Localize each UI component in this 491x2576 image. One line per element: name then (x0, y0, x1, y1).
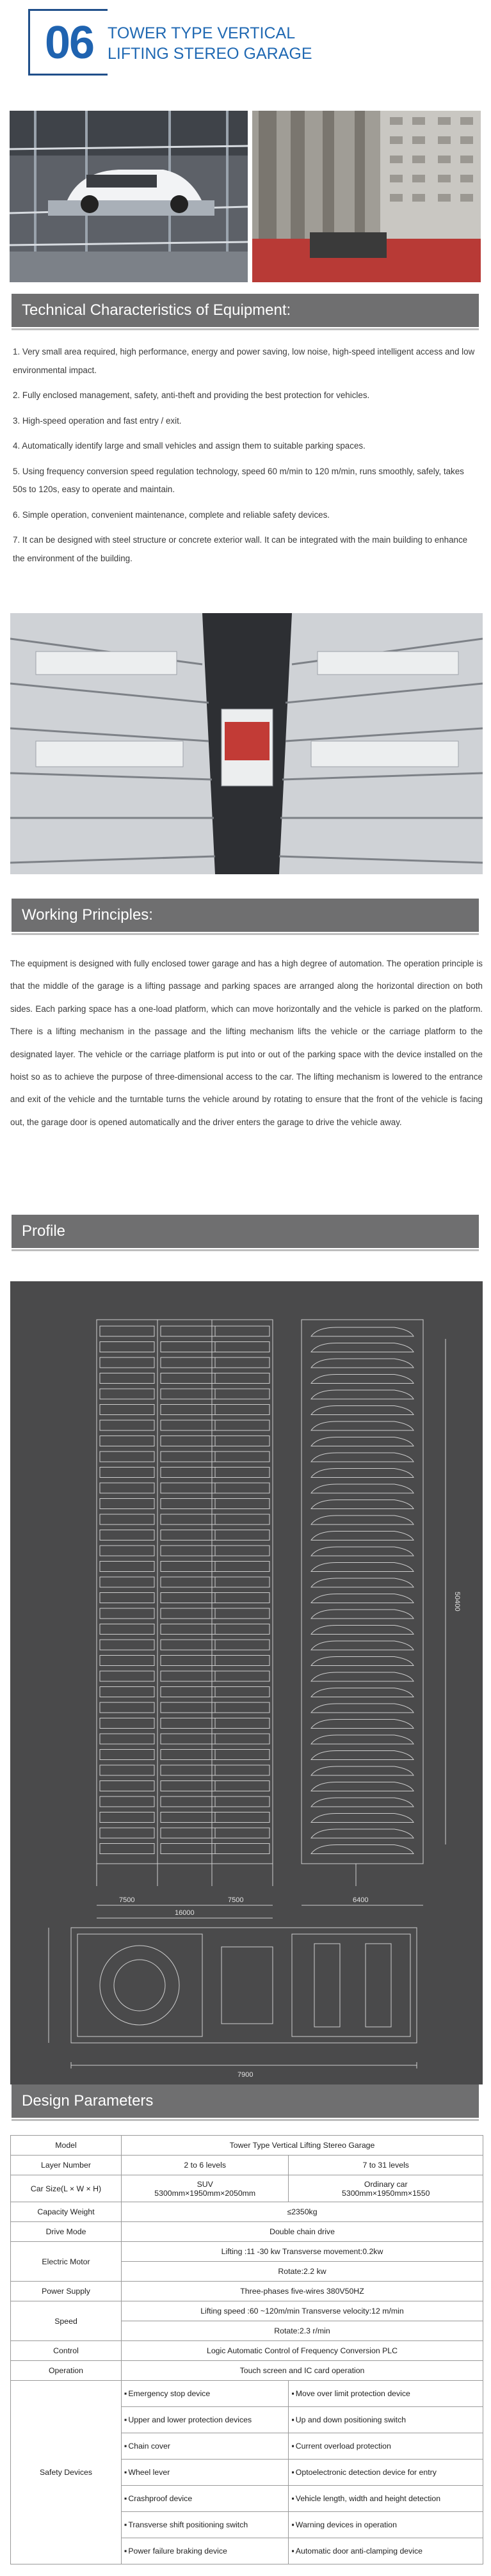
dim-left-total: 16000 (175, 1909, 195, 1917)
parking-slot (215, 1389, 270, 1399)
side-car-outline (311, 1484, 414, 1493)
safety-item: ▪ Optoelectronic detection device for entry (291, 2468, 436, 2477)
table-row (11, 2381, 483, 2407)
table-row (11, 2136, 483, 2156)
table-cell (289, 2460, 483, 2486)
parking-slot (100, 1452, 154, 1462)
table-cell (122, 2538, 289, 2564)
table-cell: Power Supply (11, 2282, 122, 2301)
working-principles-text: The equipment is designed with fully enclosed tower garage and has a high degree of automation. The operation principle is that the middle of the garage is a lifting passage and parking spaces are arranged along the horizontal direction on both sides. Each parking space has a one-load platform, which can move horizontally and the vehicle is parked on the platform. There is a lifting mechanism in the passage and the lifting mechanism lifts the vehicle or the carriage platform to the designated layer. The vehicle or the carriage platform is put into or out of the parking space with the device installed on the hoist so as to achieve the purpose of three-dimensional access to the car. The lifting mechanism is lowered to the entrance and exit of the vehicle and the turntable turns the vehicle around by rotating to ensure that the front of the vehicle is facing out, the garage door is opened automatically and the driver enters the garage to drive the vehicle away. (10, 959, 483, 1127)
parking-slot (100, 1326, 154, 1336)
parking-slot (161, 1342, 215, 1352)
parking-slot (161, 1514, 215, 1524)
table-row (11, 2242, 483, 2262)
table-cell: Touch screen and IC card operation (122, 2361, 483, 2381)
parking-slot (215, 1373, 270, 1384)
parking-slot (215, 1656, 270, 1666)
table-row (11, 2202, 483, 2222)
parking-slot (100, 1514, 154, 1524)
parking-slot (100, 1687, 154, 1697)
parking-slot (100, 1718, 154, 1729)
side-car-outline (311, 1829, 414, 1838)
table-cell (289, 2486, 483, 2512)
table-cell: Capacity Weight (11, 2202, 122, 2222)
parking-slot (161, 1326, 215, 1336)
cell-line: 5300mm×1950mm×1550 (342, 2188, 430, 2198)
parking-slot (161, 1828, 215, 1838)
side-car-outline (311, 1751, 414, 1760)
side-car-outline (311, 1500, 414, 1509)
parking-slot (100, 1812, 154, 1823)
table-cell: Lifting :11 -30 kw Transverse movement:0.2kw (122, 2242, 483, 2262)
side-car-outline (311, 1327, 414, 1336)
parking-slot (215, 1624, 270, 1635)
table-cell: Rotate:2.2 kw (122, 2262, 483, 2282)
design-parameters-table (10, 2135, 483, 2564)
table-cell (122, 2381, 289, 2407)
parking-slot (215, 1608, 270, 1619)
parking-slot (161, 1608, 215, 1619)
table-cell: Lifting speed :60 ~120m/min Transverse velocity:12 m/min (122, 2301, 483, 2321)
parking-slot (100, 1420, 154, 1430)
parking-slot (100, 1405, 154, 1415)
parking-slot (215, 1468, 270, 1478)
parking-slot (215, 1577, 270, 1587)
table-cell: Operation (11, 2361, 122, 2381)
table-cell (122, 2460, 289, 2486)
parking-slot (161, 1357, 215, 1368)
safety-item: ▪ Upper and lower protection devices (124, 2415, 252, 2424)
side-car-outline (311, 1735, 414, 1744)
table-cell (289, 2433, 483, 2460)
parking-slot (161, 1765, 215, 1775)
parking-slot (161, 1750, 215, 1760)
side-car-outline (311, 1626, 414, 1635)
parking-slot (215, 1452, 270, 1462)
side-car-outline (311, 1375, 414, 1384)
table-cell: Safety Devices (11, 2381, 122, 2564)
parking-slot (100, 1389, 154, 1399)
safety-item: ▪ Chain cover (124, 2442, 170, 2451)
side-car-outline (311, 1469, 414, 1478)
table-cell (289, 2381, 483, 2407)
parking-slot (100, 1828, 154, 1838)
parking-slot (161, 1483, 215, 1493)
safety-item: ▪ Current overload protection (291, 2442, 390, 2451)
side-car-outline (311, 1845, 414, 1854)
safety-item: ▪ Crashproof device (124, 2494, 192, 2503)
parking-slot (215, 1671, 270, 1681)
parking-slot (100, 1750, 154, 1760)
parking-slot (161, 1499, 215, 1509)
section-bar-design: Design Parameters (12, 2084, 479, 2118)
side-car-outline (311, 1563, 414, 1572)
side-car-outline (311, 1421, 414, 1430)
parking-slot (100, 1796, 154, 1807)
table-row (11, 2282, 483, 2301)
parking-slot (161, 1687, 215, 1697)
parking-slot (100, 1342, 154, 1352)
table-row (11, 2341, 483, 2361)
safety-item: ▪ Vehicle length, width and height detection (291, 2494, 440, 2503)
safety-item: ▪ Warning devices in operation (291, 2520, 396, 2529)
dim-height: 50400 (453, 1592, 461, 1612)
table-cell: Control (11, 2341, 122, 2361)
table-cell (122, 2407, 289, 2433)
cell-line: SUV (197, 2179, 213, 2189)
side-car-outline (311, 1343, 414, 1352)
dim-plan: 7900 (237, 2071, 254, 2079)
side-car-outline (311, 1720, 414, 1729)
parking-slot (161, 1624, 215, 1635)
table-cell: Drive Mode (11, 2222, 122, 2242)
parking-slot (161, 1562, 215, 1572)
section-number: 06 (45, 17, 94, 68)
side-car-outline (311, 1547, 414, 1556)
technical-point: 4. Automatically identify large and small vehicles and assign them to suitable parking spaces. (13, 441, 366, 451)
side-car-outline (311, 1641, 414, 1650)
table-cell: Tower Type Vertical Lifting Stereo Garage (122, 2136, 483, 2156)
parking-slot (161, 1389, 215, 1399)
parking-slot (215, 1734, 270, 1744)
tower-shaft-photo (10, 613, 483, 874)
table-cell (289, 2538, 483, 2564)
side-car-outline (311, 1390, 414, 1399)
table-cell (122, 2433, 289, 2460)
side-car-outline (311, 1594, 414, 1603)
dim-left-b: 7500 (228, 1896, 244, 1904)
parking-slot (215, 1593, 270, 1603)
safety-item: ▪ Up and down positioning switch (291, 2415, 406, 2424)
table-row (11, 2361, 483, 2381)
parking-slot (100, 1671, 154, 1681)
table-cell (122, 2486, 289, 2512)
parking-slot (100, 1608, 154, 1619)
parking-slot (100, 1624, 154, 1635)
parking-slot (100, 1702, 154, 1713)
parking-slot (161, 1734, 215, 1744)
parking-slot (100, 1765, 154, 1775)
parking-slot (100, 1577, 154, 1587)
dim-left-a: 7500 (119, 1896, 135, 1904)
parking-slot (215, 1765, 270, 1775)
parking-slot (215, 1326, 270, 1336)
parking-slot (215, 1750, 270, 1760)
table-cell: Rotate:2.3 r/min (122, 2321, 483, 2341)
parking-slot (100, 1562, 154, 1572)
parking-slot (215, 1702, 270, 1713)
safety-item: ▪ Automatic door anti-clamping device (291, 2547, 423, 2556)
safety-item: ▪ Move over limit protection device (291, 2389, 410, 2398)
parking-slot (215, 1436, 270, 1446)
parking-slot (215, 1781, 270, 1791)
page-title-line2: LIFTING STEREO GARAGE (108, 45, 312, 63)
parking-slot (100, 1546, 154, 1556)
parking-slot (100, 1844, 154, 1854)
table-row (11, 2222, 483, 2242)
parking-slot (215, 1718, 270, 1729)
table-cell: Three-phases five-wires 380V50HZ (122, 2282, 483, 2301)
parking-slot (100, 1734, 154, 1744)
table-row (11, 2175, 483, 2202)
parking-slot (215, 1687, 270, 1697)
side-car-outline (311, 1672, 414, 1681)
parking-slot (100, 1593, 154, 1603)
side-car-outline (311, 1453, 414, 1462)
parking-slot (215, 1844, 270, 1854)
technical-point: 7. It can be designed with steel structure or concrete exterior wall. It can be integrated with the main building to enhance the environment of the building. (13, 535, 468, 563)
side-car-outline (311, 1532, 414, 1540)
parking-slot (100, 1499, 154, 1509)
parking-slot (161, 1656, 215, 1666)
side-car-outline (311, 1766, 414, 1775)
parking-slot (161, 1452, 215, 1462)
parking-slot (161, 1718, 215, 1729)
parking-slot (161, 1796, 215, 1807)
parking-slot (215, 1640, 270, 1650)
parking-slot (215, 1562, 270, 1572)
parking-slot (161, 1812, 215, 1823)
technical-list (13, 343, 478, 575)
section-bar-technical: Technical Characteristics of Equipment: (12, 294, 479, 327)
parking-slot (215, 1546, 270, 1556)
parking-slot (161, 1640, 215, 1650)
parking-slot (215, 1514, 270, 1524)
safety-item: ▪ Emergency stop device (124, 2389, 210, 2398)
table-row (11, 2156, 483, 2175)
cell-line: Ordinary car (364, 2179, 408, 2189)
parking-slot (100, 1640, 154, 1650)
parking-slot (100, 1530, 154, 1540)
side-car-outline (311, 1610, 414, 1619)
garage-tower-photo (252, 111, 481, 282)
parking-slot (215, 1420, 270, 1430)
table-row (11, 2301, 483, 2321)
side-car-outline (311, 1704, 414, 1713)
table-cell (289, 2407, 483, 2433)
side-car-outline (311, 1578, 414, 1587)
section-bar-working: Working Principles: (12, 899, 479, 932)
parking-slot (161, 1702, 215, 1713)
table-cell (122, 2175, 289, 2202)
parking-slot (161, 1671, 215, 1681)
side-car-outline (311, 1814, 414, 1823)
parking-slot (161, 1468, 215, 1478)
safety-item: ▪ Transverse shift positioning switch (124, 2520, 248, 2529)
table-cell (289, 2512, 483, 2538)
parking-slot (215, 1342, 270, 1352)
table-cell: ≤2350kg (122, 2202, 483, 2222)
table-cell (289, 2175, 483, 2202)
technical-point: 1. Very small area required, high performance, energy and power saving, low noise, high-speed intelligent access and low environmental impact. (13, 347, 475, 375)
profile-drawing (10, 1281, 483, 2084)
table-cell: Double chain drive (122, 2222, 483, 2242)
parking-slot (215, 1530, 270, 1540)
parking-slot (100, 1483, 154, 1493)
parking-slot (215, 1796, 270, 1807)
table-cell: Model (11, 2136, 122, 2156)
side-car-outline (311, 1516, 414, 1524)
parking-slot (161, 1373, 215, 1384)
parking-slot (161, 1436, 215, 1446)
side-car-outline (311, 1688, 414, 1697)
section-bar-profile: Profile (12, 1215, 479, 1248)
technical-point: 5. Using frequency conversion speed regulation technology, speed 60 m/min to 120 m/min, runs smoothly, safely, takes 50s to 120s, easy to operate and maintain. (13, 466, 464, 494)
page-title-line1: TOWER TYPE VERTICAL (108, 24, 296, 42)
side-car-outline (311, 1798, 414, 1807)
parking-slot (161, 1593, 215, 1603)
parking-slot (161, 1405, 215, 1415)
parking-slot (215, 1828, 270, 1838)
technical-point: 2. Fully enclosed management, safety, anti-theft and providing the best protection for vehicles. (13, 390, 370, 400)
table-cell (122, 2512, 289, 2538)
parking-slot (161, 1844, 215, 1854)
table-cell: 7 to 31 levels (289, 2156, 483, 2175)
parking-slot (161, 1577, 215, 1587)
parking-slot (100, 1436, 154, 1446)
table-cell: Logic Automatic Control of Frequency Conversion PLC (122, 2341, 483, 2361)
parking-slot (161, 1781, 215, 1791)
parking-slot (100, 1656, 154, 1666)
side-car-outline (311, 1657, 414, 1666)
parking-slot (161, 1530, 215, 1540)
safety-item: ▪ Wheel lever (124, 2468, 170, 2477)
table-cell: Layer Number (11, 2156, 122, 2175)
parking-slot (100, 1468, 154, 1478)
parking-slot (215, 1405, 270, 1415)
safety-item: ▪ Power failure braking device (124, 2547, 227, 2556)
parking-slot (100, 1373, 154, 1384)
dim-right: 6400 (353, 1896, 369, 1904)
side-car-outline (311, 1437, 414, 1446)
side-car-outline (311, 1406, 414, 1415)
parking-slot (215, 1812, 270, 1823)
parking-slot (215, 1483, 270, 1493)
table-cell: Car Size(L × W × H) (11, 2175, 122, 2202)
side-car-outline (311, 1359, 414, 1368)
parking-slot (161, 1546, 215, 1556)
technical-point: 6. Simple operation, convenient maintenance, complete and reliable safety devices. (13, 509, 330, 520)
garage-interior-photo (10, 111, 248, 282)
table-cell: Speed (11, 2301, 122, 2341)
parking-slot (215, 1357, 270, 1368)
cell-line: 5300mm×1950mm×2050mm (154, 2188, 256, 2198)
parking-slot (100, 1357, 154, 1368)
table-cell: 2 to 6 levels (122, 2156, 289, 2175)
parking-slot (215, 1499, 270, 1509)
parking-slot (161, 1420, 215, 1430)
technical-point: 3. High-speed operation and fast entry / exit. (13, 415, 182, 426)
table-cell: Electric Motor (11, 2242, 122, 2282)
side-car-outline (311, 1782, 414, 1791)
parking-slot (100, 1781, 154, 1791)
